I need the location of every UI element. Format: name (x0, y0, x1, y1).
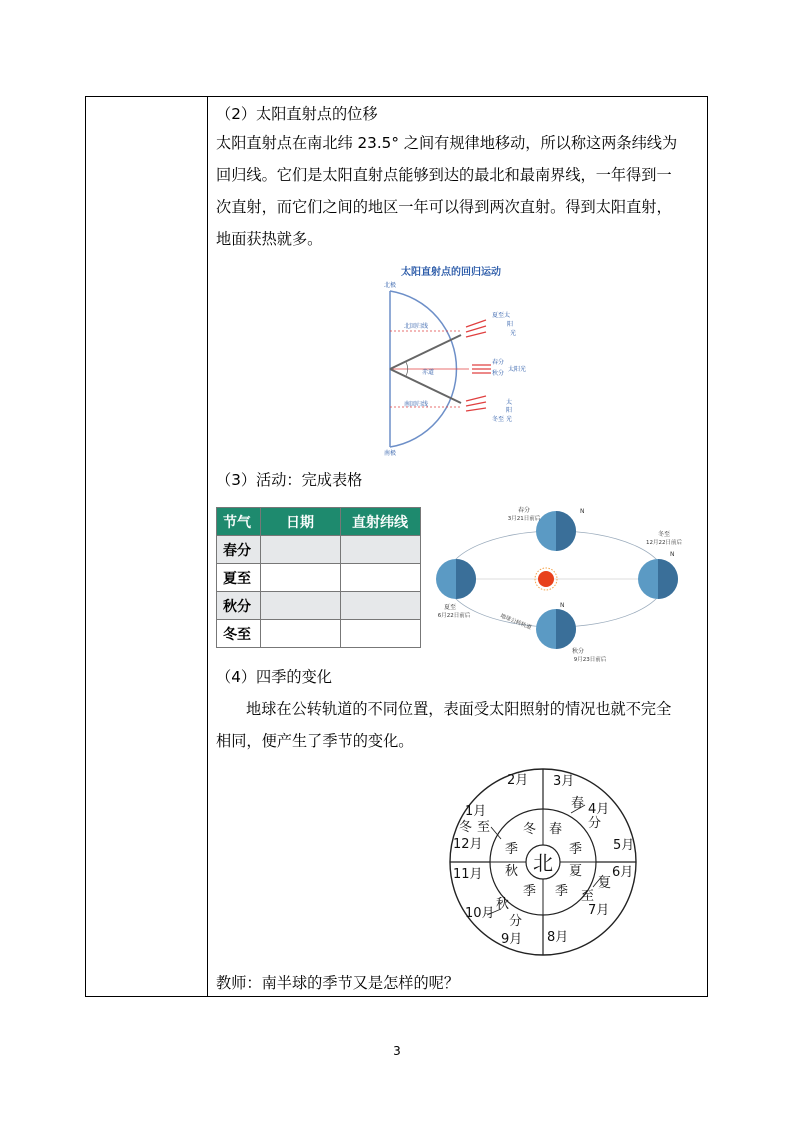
spring-season-1: 春 (549, 822, 563, 837)
winter-term-2: 至 (477, 820, 491, 835)
south-pole-label: 南极 (383, 450, 397, 457)
sunlight-bottom-2: 阳 (506, 407, 513, 414)
sun-rays-mid (472, 365, 491, 373)
north-pole-label: 北极 (383, 282, 397, 289)
angle-line-top (390, 335, 461, 369)
autumn-season-2: 季 (523, 884, 537, 899)
orbit-autumn-date: 9月23日前后 (573, 657, 607, 663)
table-row-label: 秋分 (217, 592, 261, 620)
diagram1-title: 太阳直射点的回归运动 (401, 267, 501, 278)
month-3: 3月 (553, 774, 575, 789)
month-6: 6月 (612, 865, 634, 880)
sunlight-top-2: 阳 (507, 321, 514, 328)
winter-pole-mark: N (670, 551, 675, 558)
section2-paragraph (216, 127, 702, 255)
lesson-table (85, 96, 708, 997)
date-blank-cell[interactable] (261, 536, 341, 564)
summer-season-2: 季 (555, 884, 569, 899)
spring-term-2: 分 (588, 816, 602, 831)
earth-spring-shadow (556, 511, 576, 551)
tropic-north-label: 北回归线 (403, 323, 429, 330)
summer-term-2: 至 (581, 889, 595, 904)
date-blank-cell[interactable] (261, 592, 341, 620)
section4-heading: （4）四季的变化 (216, 668, 332, 686)
table-row (217, 592, 421, 620)
solar-migration-diagram (366, 265, 576, 457)
spring-pole-mark: N (580, 508, 585, 515)
sunlight-top-3: 光 (510, 330, 517, 337)
latitude-blank-cell[interactable] (341, 564, 421, 592)
section4-paragraph (216, 693, 702, 757)
summer-solstice-label: 夏至 (492, 312, 505, 319)
closing-question: 教师：南半球的季节又是怎样的呢？ (216, 974, 459, 992)
orbit-summer-label: 夏至 (443, 604, 457, 611)
summer-term-1: 夏 (598, 876, 612, 891)
table-row-label: 春分 (217, 536, 261, 564)
month-10: 10月 (465, 906, 495, 921)
winter-season-1: 冬 (523, 822, 537, 837)
section2-line-3: 次直射，而它们之间的地区一年可以得到两次直射。得到太阳直射， (216, 198, 672, 216)
winter-season-2: 季 (505, 842, 519, 857)
sunlight-mid-label: 太阳光 (508, 366, 527, 373)
table-row-label: 夏至 (217, 564, 261, 592)
latitude-blank-cell[interactable] (341, 592, 421, 620)
page-number: 3 (393, 1044, 401, 1058)
date-blank-cell[interactable] (261, 620, 341, 648)
section2-line-2: 回归线。它们是太阳直射点能够到达的最北和最南界线，一年得到一 (216, 166, 672, 184)
orbit-winter-label: 冬至 (657, 531, 671, 538)
earth-autumn-shadow (556, 609, 576, 649)
autumn-term-1: 秋 (496, 897, 510, 912)
month-7: 7月 (588, 903, 610, 918)
column-divider (207, 97, 208, 996)
autumn-season-1: 秋 (505, 864, 519, 879)
month-9: 9月 (501, 932, 523, 947)
autumn-pole-mark: N (560, 602, 565, 609)
sunlight-bottom-3: 光 (506, 416, 513, 423)
section4-line-1: 地球在公转轨道的不同位置，表面受太阳照射的情况也就不完全 (246, 700, 672, 718)
month-2: 2月 (507, 773, 529, 788)
table-row (217, 620, 421, 648)
spring-season-2: 季 (569, 842, 583, 857)
orbit-path-label: 地球公转轨道 (499, 613, 533, 632)
earth-winter-shadow (658, 559, 678, 599)
sunlight-bottom-1: 太 (506, 399, 513, 406)
season-wheel-diagram (443, 767, 641, 959)
section3-heading: （3）活动：完成表格 (216, 471, 363, 489)
spring-term-1: 春 (571, 796, 585, 811)
section4-line-2: 相同，便产生了季节的变化。 (216, 732, 414, 750)
orbit-spring-date: 3月21日前后 (507, 516, 541, 522)
section2-line-4: 地面获热就多。 (216, 230, 323, 248)
summer-season-1: 夏 (569, 864, 583, 879)
table-header-row (217, 508, 421, 536)
autumn-term-2: 分 (509, 914, 523, 929)
winter-solstice-label: 冬至 (492, 416, 505, 423)
earth-orbit-diagram (432, 501, 694, 663)
equator-label: 赤道 (421, 369, 435, 376)
table-row (217, 536, 421, 564)
sun-icon (538, 571, 554, 587)
latitude-blank-cell[interactable] (341, 536, 421, 564)
sun-rays-bottom (466, 396, 486, 411)
table-row-label: 冬至 (217, 620, 261, 648)
orbit-autumn-label: 秋分 (571, 648, 585, 655)
month-11: 11月 (453, 867, 483, 882)
section2-line-1: 太阳直射点在南北纬 23.5° 之间有规律地移动，所以称这两条纬线为 (216, 134, 678, 152)
tropic-south-label: 南回归线 (403, 401, 429, 408)
table-header-date: 日期 (261, 508, 341, 536)
autumn-equinox-label: 秋分 (492, 370, 505, 377)
month-4: 4月 (588, 802, 610, 817)
earth-summer-shadow (456, 559, 476, 599)
table-row (217, 564, 421, 592)
solar-terms-table (216, 507, 421, 648)
month-12: 12月 (453, 837, 483, 852)
sun-rays-top (466, 320, 486, 337)
winter-term-1: 冬 (459, 820, 473, 835)
orbit-spring-label: 春分 (517, 507, 531, 514)
wheel-center-label: 北 (533, 851, 553, 875)
latitude-blank-cell[interactable] (341, 620, 421, 648)
spring-equinox-label: 春分 (492, 359, 505, 366)
month-1: 1月 (465, 804, 487, 819)
table-header-term: 节气 (217, 508, 261, 536)
table-header-latitude: 直射纬线 (341, 508, 421, 536)
orbit-winter-date: 12月22日前后 (646, 540, 682, 546)
date-blank-cell[interactable] (261, 564, 341, 592)
month-8: 8月 (547, 930, 569, 945)
orbit-summer-date: 6月22日前后 (437, 613, 471, 619)
month-5: 5月 (613, 838, 635, 853)
sunlight-top-1: 太 (504, 312, 511, 319)
section2-heading: （2）太阳直射点的位移 (216, 105, 378, 123)
